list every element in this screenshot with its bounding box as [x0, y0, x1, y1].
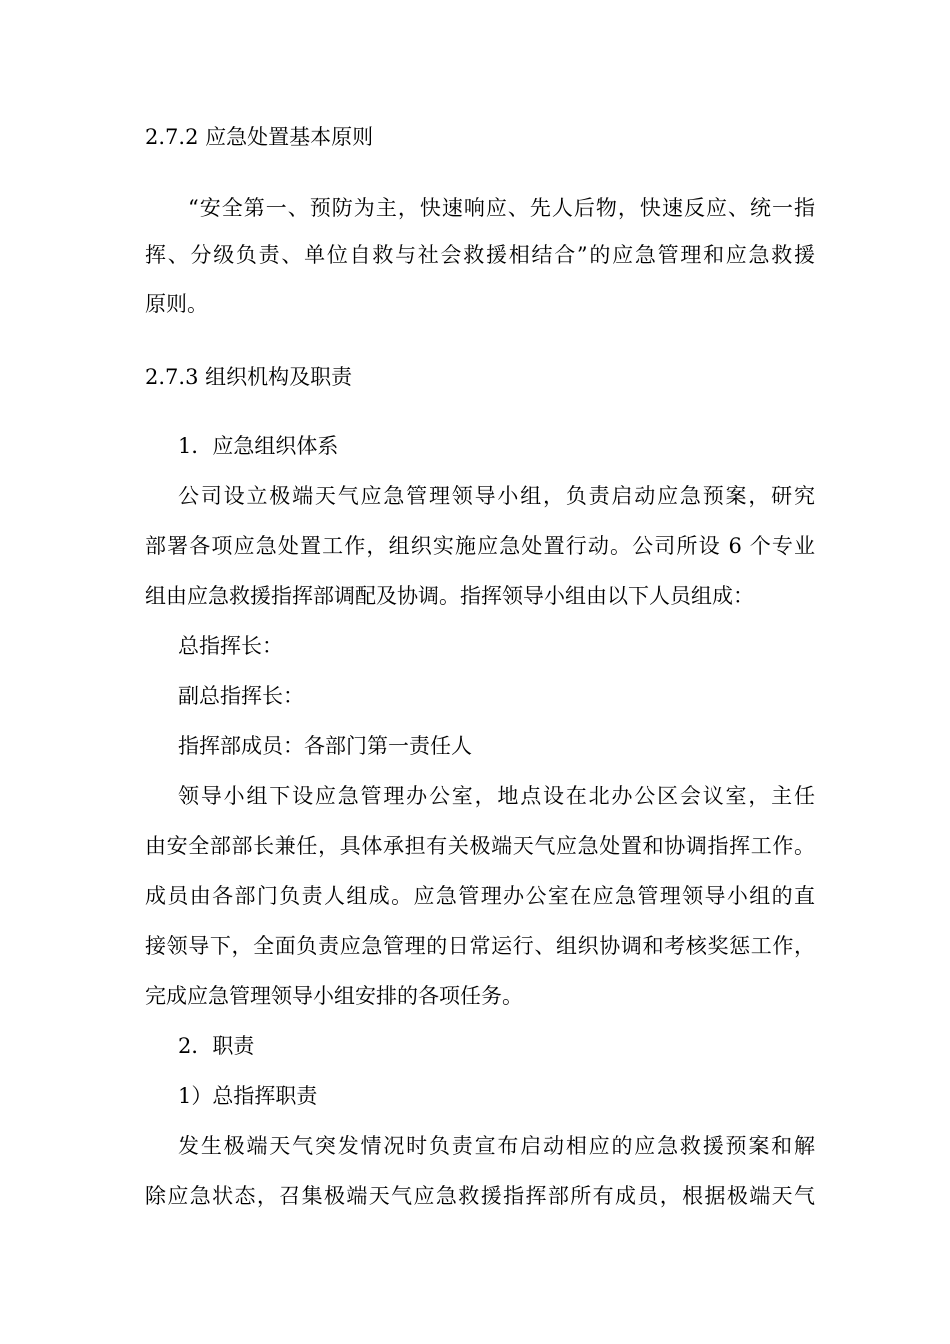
paragraph-2-line-2: 由安全部部长兼任，具体承担有关极端天气应急处置和协调指挥工作。: [145, 834, 815, 858]
members-line: 指挥部成员：各部门第一责任人: [178, 734, 472, 758]
principle-line-2: 挥、分级负责、单位自救与社会救援相结合”的应急管理和应急救援: [145, 243, 815, 267]
paragraph-1-line-1: 公司设立极端天气应急管理领导小组，负责启动应急预案，研究: [178, 484, 815, 508]
paragraph-1-line-3: 组由应急救援指挥部调配及协调。指挥领导小组由以下人员组成：: [145, 584, 754, 608]
section-heading-2-7-2: 2.7.2 应急处置基本原则: [145, 125, 374, 149]
subheading-org-system: 1．应急组织体系: [178, 434, 339, 458]
principle-line-3: 原则。: [145, 292, 208, 316]
paragraph-1-line-2: 部署各项应急处置工作，组织实施应急处置行动。公司所设 6 个专业: [145, 534, 815, 558]
paragraph-3-line-1: 发生极端天气突发情况时负责宣布启动相应的应急救援预案和解: [178, 1134, 815, 1158]
commander-line: 总指挥长：: [178, 634, 283, 658]
paragraph-2-line-4: 接领导下，全面负责应急管理的日常运行、组织协调和考核奖惩工作，: [145, 934, 815, 958]
subheading-commander-duties: 1）总指挥职责: [178, 1084, 318, 1108]
deputy-commander-line: 副总指挥长：: [178, 684, 304, 708]
paragraph-2-line-5: 完成应急管理领导小组安排的各项任务。: [145, 984, 523, 1008]
paragraph-2-line-1: 领导小组下设应急管理办公室，地点设在北办公区会议室，主任: [178, 784, 815, 808]
paragraph-3-line-2: 除应急状态，召集极端天气应急救援指挥部所有成员，根据极端天气: [145, 1184, 815, 1208]
principle-line-1: “安全第一、预防为主，快速响应、先人后物，快速反应、统一指: [188, 196, 815, 220]
paragraph-2-line-3: 成员由各部门负责人组成。应急管理办公室在应急管理领导小组的直: [145, 884, 815, 908]
subheading-duties: 2．职责: [178, 1034, 255, 1058]
section-heading-2-7-3: 2.7.3 组织机构及职责: [145, 365, 353, 389]
